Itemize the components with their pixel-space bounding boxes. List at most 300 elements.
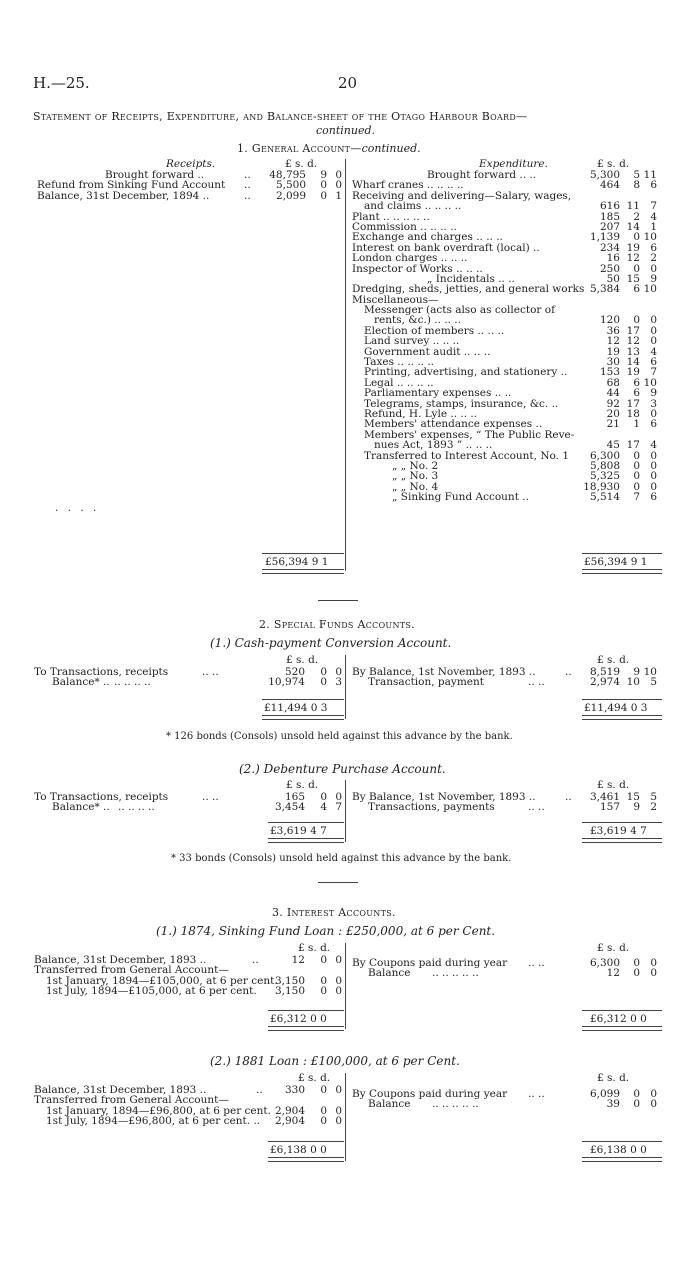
receipt-dots: .. [244, 189, 251, 202]
amount-pounds: 3,461 [589, 791, 620, 803]
account-divider [345, 655, 346, 719]
cash-left-shillings [309, 667, 327, 688]
receipt-label: Balance, 31st December, 1894 .. [37, 189, 210, 202]
expenditure-amount: 6 [650, 179, 657, 192]
expenditure-amount: 17 [626, 324, 640, 337]
lsd-header: £ s. d. [286, 779, 319, 791]
entry-text: Balance [368, 1098, 411, 1111]
receipt-label: Brought forward .. [105, 169, 205, 181]
expenditure-item: Telegrams, stamps, insurance, &c. .. [364, 397, 559, 410]
amount-pounds: 48,795 [269, 169, 306, 181]
expenditure-amount: 207 [599, 220, 620, 233]
amount-shillings: 0 [320, 1084, 327, 1096]
amount-pence: 5 [650, 676, 657, 689]
expenditure-amount: 2 [633, 210, 640, 223]
lsd-header: £ s. d. [597, 654, 630, 666]
expenditure-item: Parliamentary expenses .. .. [364, 387, 512, 400]
general-account-title: 1. General Account— [237, 142, 362, 155]
expenditure-amount: 19 [626, 241, 640, 254]
leader-dots: .. .. .. .. [114, 676, 151, 689]
amount-shillings: 0 [320, 676, 327, 689]
double-rule [262, 569, 344, 574]
leader-dots: .. [256, 1084, 263, 1096]
expenditure-amount: 17 [626, 397, 640, 410]
expenditure-amount: 30 [606, 356, 620, 369]
loan-1881-heading: (2.) 1881 Loan : £100,000, at 6 per Cent. [210, 1054, 460, 1068]
expenditure-shillings [624, 170, 640, 503]
leader-dots: .. .. [528, 1088, 545, 1100]
amount-pounds: 5,500 [275, 179, 306, 192]
cash-total-right: £11,494 0 3 [584, 702, 648, 714]
entry-text: By Balance, 1st November, 1893 .. [352, 791, 536, 803]
expenditure-amount: 13 [626, 345, 640, 358]
amount-pounds: 6,099 [589, 1088, 620, 1100]
debenture-left-list [34, 792, 254, 813]
entry-text: Balance, 31st December, 1893 .. [34, 1084, 207, 1096]
loan-1874-right-list [352, 958, 582, 979]
expenditure-amount: 36 [606, 324, 620, 337]
expenditure-amount: 92 [606, 397, 620, 410]
general-account-continued: continued. [361, 142, 421, 155]
amount-pounds: 157 [599, 801, 620, 814]
expenditure-item: Refund, H. Lyle .. .. .. [364, 407, 478, 420]
expenditure-amount: 19 [626, 366, 640, 379]
entry-label [352, 802, 582, 812]
entry-label [352, 1099, 582, 1109]
amount-pence: 5 [650, 791, 657, 803]
expenditure-amount: 18,930 [583, 480, 620, 493]
expenditure-amount: 6 [633, 387, 640, 400]
expenditure-amount: 45 [606, 439, 620, 452]
amount-pence: 0 [335, 179, 342, 192]
double-rule [268, 1157, 344, 1162]
double-rule [268, 838, 344, 843]
expenditure-amount: 0 [650, 470, 657, 483]
expenditure-amount: 7 [650, 200, 657, 213]
expenditure-item: London charges .. .. .. [352, 252, 468, 265]
expenditure-amount: 12 [606, 335, 620, 348]
expenditure-amount: 6 [650, 418, 657, 431]
loan-1881-right-pence [643, 1089, 657, 1110]
loan-1881-left-pence [329, 1085, 342, 1127]
leader-dots: .. .. [528, 957, 545, 969]
loan-1874-total-right: £6,312 0 0 [590, 1013, 647, 1025]
loan-1874-left-pounds [255, 955, 305, 997]
amount-shillings: 0 [320, 974, 327, 987]
expenditure-item: rents, &c.) .. .. .. [374, 314, 461, 327]
expenditure-amount: 0 [650, 480, 657, 493]
expenditure-amount: 5,808 [589, 459, 620, 472]
leader-dots: .. .. .. .. .. [432, 967, 479, 980]
expenditure-amount: 464 [599, 179, 620, 192]
expenditure-amount: 6 [650, 241, 657, 254]
loan-1874-right-pounds [572, 958, 620, 979]
amount-shillings: 0 [320, 985, 327, 998]
special-funds-heading: 2. Special Funds Accounts. [259, 618, 415, 631]
total-rule [582, 699, 662, 700]
expenditure-amount: 1 [650, 220, 657, 233]
entry-text: 1st January, 1894—£96,800, at 6 per cent. [46, 1104, 271, 1117]
entry-text: Transactions, payments [368, 801, 495, 814]
leader-dots: .. .. [528, 801, 545, 814]
amount-pence: 0 [335, 1115, 342, 1128]
account-divider [345, 780, 346, 842]
expenditure-amount: 11 [643, 169, 657, 181]
leader-dots: .. .. .. .. [118, 801, 155, 814]
expenditure-amount: 5,300 [589, 169, 620, 181]
expenditure-amount: 17 [626, 439, 640, 452]
double-rule [582, 715, 662, 720]
expenditure-amount: 120 [599, 314, 620, 327]
amount-shillings: 0 [320, 791, 327, 803]
leader-dots: .. .. [202, 666, 219, 678]
expenditure-item: Inspector of Works .. .. .. [352, 262, 483, 275]
entry-text: By Coupons paid during year [352, 957, 508, 969]
loan-1881-right-list [352, 1089, 582, 1110]
entry-text: To Transactions, receipts [34, 791, 169, 803]
total-rule [582, 1010, 662, 1011]
entry-label [34, 677, 254, 687]
loan-1881-left-shillings [309, 1085, 327, 1127]
expenditure-item: „ „ No. 2 [392, 459, 439, 472]
amount-shillings: 9 [633, 666, 640, 678]
entry-text: 1st January, 1894—£105,000, at 6 per cent. [46, 974, 278, 987]
amount-pence: 7 [335, 801, 342, 814]
expenditure-amount: 16 [606, 252, 620, 265]
section-separator [318, 882, 358, 883]
lsd-header: £ s. d. [298, 1072, 331, 1084]
receipts-label: Receipts. [166, 158, 216, 170]
amount-pence: 0 [650, 957, 657, 969]
loan-1881-left-pounds [255, 1085, 305, 1127]
amount-pence: 0 [650, 1088, 657, 1100]
expenditure-amount: 68 [606, 376, 620, 389]
expenditure-list [352, 170, 587, 503]
amount-shillings: 0 [320, 179, 327, 192]
expenditure-amount: 153 [599, 366, 620, 379]
expenditure-amount: 15 [626, 272, 640, 285]
double-rule [582, 838, 662, 843]
amount-pounds: 3,150 [274, 985, 305, 998]
receipt-dots: .. [244, 179, 251, 192]
loan-1874-left-shillings [309, 955, 327, 997]
expenditure-amount: 0 [650, 449, 657, 462]
cash-right-list [352, 667, 582, 688]
debenture-left-shillings [309, 792, 327, 813]
expenditure-amount: 3 [650, 397, 657, 410]
expenditure-amount: 0 [650, 459, 657, 472]
entry-text: Balance* .. [52, 676, 110, 689]
entry-text: Balance* .. [52, 801, 110, 814]
expenditure-amount: 0 [650, 324, 657, 337]
entry-text: Transaction, payment [368, 676, 484, 689]
entry-label [34, 1116, 274, 1126]
debenture-left-pounds [255, 792, 305, 813]
total-rule [262, 699, 344, 700]
entry-text: Transferred from General Account— [34, 964, 229, 977]
amount-pounds: 6,300 [589, 957, 620, 969]
expenditure-item: „ Incidentals .. .. [427, 272, 515, 285]
debenture-footnote: * 33 bonds (Consols) unsold held against this advance by the bank. [171, 853, 512, 864]
total-rule [582, 1141, 662, 1142]
amount-shillings: 10 [626, 676, 640, 689]
amount-pounds: 12 [606, 967, 620, 980]
debenture-left-pence [329, 792, 342, 813]
amount-pence: 10 [643, 666, 657, 678]
expenditure-amount [643, 295, 657, 305]
receipts-pounds [256, 170, 306, 201]
amount-pence: 0 [335, 985, 342, 998]
amount-shillings: 0 [320, 1104, 327, 1117]
expenditure-item: Brought forward .. .. [427, 169, 537, 181]
lsd-header: £ s. d. [285, 158, 318, 170]
expenditure-item: Interest on bank overdraft (local) .. [352, 241, 540, 254]
expenditure-amount: 12 [626, 335, 640, 348]
leader-dots: .. .. [528, 676, 545, 689]
debenture-right-list [352, 792, 582, 813]
amount-shillings: 4 [320, 801, 327, 814]
total-rule [582, 553, 662, 554]
expenditure-amount: 0 [650, 407, 657, 420]
expenditure-item: Government audit .. .. .. [364, 345, 491, 358]
expenditure-pence [643, 170, 657, 503]
amount-pounds: 2,904 [274, 1104, 305, 1117]
expenditure-amount: 7 [633, 491, 640, 504]
expenditure-amount: 6 [650, 491, 657, 504]
expenditure-amount: 6 [650, 356, 657, 369]
expenditure-amount: 8 [633, 179, 640, 192]
expenditure-amount: 44 [606, 387, 620, 400]
cash-payment-heading: (1.) Cash-payment Conversion Account. [210, 636, 452, 650]
document-reference: H.—25. [33, 74, 90, 92]
cash-left-pence [329, 667, 342, 688]
entry-text: By Balance, 1st November, 1893 .. [352, 666, 536, 678]
expenditure-amount: 5,325 [589, 470, 620, 483]
debenture-right-pence [643, 792, 657, 813]
expenditure-pounds [572, 170, 620, 503]
expenditure-amount: 50 [606, 272, 620, 285]
loan-1874-right-shillings [624, 958, 640, 979]
double-rule [262, 715, 344, 720]
amount-pence: 1 [335, 189, 342, 202]
entry-text: Transferred from General Account— [34, 1094, 229, 1107]
expenditure-item: Exchange and charges .. .. .. [352, 231, 503, 244]
expenditure-amount: 10 [643, 376, 657, 389]
expenditure-amount: 9 [650, 272, 657, 285]
amount-shillings: 0 [320, 954, 327, 966]
loan-1874-left-pence [329, 955, 342, 997]
expenditure-amount: 1,139 [589, 231, 620, 244]
amount-shillings: 9 [320, 169, 327, 181]
expenditure-amount: 4 [650, 345, 657, 358]
expenditure-amount: 18 [626, 407, 640, 420]
amount-pounds: 165 [284, 791, 305, 803]
expenditure-item: Wharf cranes .. .. .. .. [352, 179, 464, 192]
expenditure-amount: 12 [626, 252, 640, 265]
expenditure-amount: 0 [633, 470, 640, 483]
expenditure-amount: 6 [633, 283, 640, 296]
amount-shillings: 15 [626, 791, 640, 803]
loan-1881-right-shillings [624, 1089, 640, 1110]
entry-label [352, 968, 582, 978]
expenditure-amount: 5,514 [589, 491, 620, 504]
amount-pence: 0 [335, 1084, 342, 1096]
debenture-right-pounds [572, 792, 620, 813]
cash-right-pounds [572, 667, 620, 688]
amount-pounds: 3,150 [274, 974, 305, 987]
lsd-header: £ s. d. [597, 158, 630, 170]
statement-title-continued: continued. [316, 124, 376, 137]
loan-1881-total-right: £6,138 0 0 [590, 1144, 647, 1156]
lsd-header: £ s. d. [298, 942, 331, 954]
cash-right-pence [643, 667, 657, 688]
amount-pounds: 330 [284, 1084, 305, 1096]
expenditure-item: Commission .. .. .. .. [352, 220, 457, 233]
total-rule [268, 1010, 344, 1011]
expenditure-amount: 6 [633, 376, 640, 389]
expenditure-amount: 0 [633, 314, 640, 327]
expenditure-amount: 4 [650, 439, 657, 452]
double-rule [582, 1026, 662, 1031]
debenture-right-shillings [624, 792, 640, 813]
total-rule [268, 822, 344, 823]
leader-dots: .. .. .. .. .. [432, 1098, 479, 1111]
expenditure-amount: 0 [650, 314, 657, 327]
expenditure-item: and claims .. .. .. .. [364, 200, 462, 213]
amount-pence: 0 [650, 967, 657, 980]
expenditure-item: „ Sinking Fund Account .. [392, 491, 529, 504]
expenditure-item: Members' attendance expenses .. [364, 418, 543, 431]
amount-pounds: 10,974 [268, 676, 305, 689]
expenditure-amount: 234 [599, 241, 620, 254]
amount-pounds: 12 [291, 954, 305, 966]
entry-text: 1st July, 1894—£105,000, at 6 per cent. [46, 985, 257, 998]
amount-shillings: 9 [633, 801, 640, 814]
debenture-total-left: £3,619 4 7 [270, 825, 327, 837]
expenditure-amount: 9 [650, 387, 657, 400]
expenditure-amount [572, 295, 620, 305]
expenditure-amount: 250 [599, 262, 620, 275]
expenditure-amount: 19 [606, 345, 620, 358]
lsd-header: £ s. d. [597, 1072, 630, 1084]
amount-pounds: 8,519 [589, 666, 620, 678]
account-divider [345, 943, 346, 1029]
cash-left-list [34, 667, 254, 688]
cash-total-left: £11,494 0 3 [264, 702, 328, 714]
lsd-header: £ s. d. [597, 942, 630, 954]
amount-pence: 0 [650, 1098, 657, 1111]
leader-dots: .. [565, 791, 572, 803]
interest-accounts-heading: 3. Interest Accounts. [272, 906, 396, 919]
receipts-pence [329, 170, 342, 201]
expenditure-amount: 2 [650, 252, 657, 265]
cash-footnote: * 126 bonds (Consols) unsold held against this advance by the bank. [166, 731, 513, 742]
amount-pence: 0 [335, 1104, 342, 1117]
receipt-label: Refund from Sinking Fund Account [37, 179, 226, 192]
expenditure-amount: 185 [599, 210, 620, 223]
total-receipts: £56,394 9 1 [265, 556, 329, 568]
expenditure-amount: 0 [633, 449, 640, 462]
receipts-shillings [309, 170, 327, 201]
entry-label [352, 677, 582, 687]
total-rule [268, 1141, 344, 1142]
expenditure-item: „ „ No. 3 [392, 470, 439, 483]
leader-dots: .. [565, 666, 572, 678]
amount-pence: 0 [335, 974, 342, 987]
amount-pence: 0 [335, 791, 342, 803]
expenditure-item: Election of members .. .. .. [364, 324, 505, 337]
lsd-header: £ s. d. [286, 654, 319, 666]
expenditure-amount [624, 295, 640, 305]
debenture-total-right: £3,619 4 7 [590, 825, 647, 837]
debenture-heading: (2.) Debenture Purchase Account. [239, 762, 446, 776]
expenditure-item: Land survey .. .. .. [364, 335, 460, 348]
leader-dots: .. .. [202, 791, 219, 803]
total-expenditure: £56,394 9 1 [584, 556, 648, 568]
amount-pence: 2 [650, 801, 657, 814]
amount-shillings: 0 [320, 189, 327, 202]
amount-shillings: 0 [633, 1098, 640, 1111]
amount-pence: 0 [335, 666, 342, 678]
double-rule [268, 1026, 344, 1031]
expenditure-item: nues Act, 1893 ” .. .. .. [374, 439, 493, 452]
leader-dots: . . . . [55, 502, 100, 514]
amount-pence: 0 [335, 954, 342, 966]
expenditure-item: Plant .. .. .. .. .. [352, 210, 430, 223]
loan-1874-right-pence [643, 958, 657, 979]
double-rule [582, 569, 662, 574]
expenditure-amount: 0 [633, 480, 640, 493]
expenditure-amount: 14 [626, 356, 640, 369]
expenditure-amount: 10 [643, 283, 657, 296]
amount-shillings: 0 [633, 957, 640, 969]
expenditure-amount: 21 [606, 418, 620, 431]
expenditure-item: Transferred to Interest Account, No. 1 [364, 449, 570, 462]
amount-shillings: 0 [633, 1088, 640, 1100]
expenditure-item: Receiving and delivering—Salary, wages, [352, 189, 572, 202]
cash-left-pounds [255, 667, 305, 688]
amount-pence: 3 [335, 676, 342, 689]
expenditure-item: Dredging, sheds, jetties, and general works [352, 283, 585, 296]
expenditure-amount: 0 [650, 335, 657, 348]
leader-dots: .. [252, 954, 259, 966]
expenditure-amount: 0 [633, 231, 640, 244]
entry-text: To Transactions, receipts [34, 666, 169, 678]
amount-pounds: 2,099 [275, 189, 306, 202]
loan-1881-total-left: £6,138 0 0 [270, 1144, 327, 1156]
total-rule [262, 553, 344, 554]
entry-text: Balance, 31st December, 1893 .. [34, 954, 207, 966]
cash-right-shillings [624, 667, 640, 688]
total-rule [582, 822, 662, 823]
amount-pence: 0 [335, 169, 342, 181]
loan-1874-total-left: £6,312 0 0 [270, 1013, 327, 1025]
expenditure-item: Messenger (acts also as collector of [364, 304, 555, 317]
expenditure-item: Printing, advertising, and stationery .. [364, 366, 568, 379]
section-separator [318, 600, 358, 601]
loan-1881-left-list [34, 1085, 274, 1127]
expenditure-amount: 5,384 [589, 283, 620, 296]
expenditure-amount: 14 [626, 220, 640, 233]
expenditure-amount: 0 [633, 262, 640, 275]
expenditure-amount: 6,300 [589, 449, 620, 462]
expenditure-amount: 5 [633, 169, 640, 181]
account-divider [345, 1073, 346, 1161]
expenditure-amount: 11 [626, 200, 640, 213]
amount-pounds: 3,454 [274, 801, 305, 814]
entry-text: 1st July, 1894—£96,800, at 6 per cent. .. [46, 1115, 261, 1128]
amount-pounds: 520 [284, 666, 305, 678]
